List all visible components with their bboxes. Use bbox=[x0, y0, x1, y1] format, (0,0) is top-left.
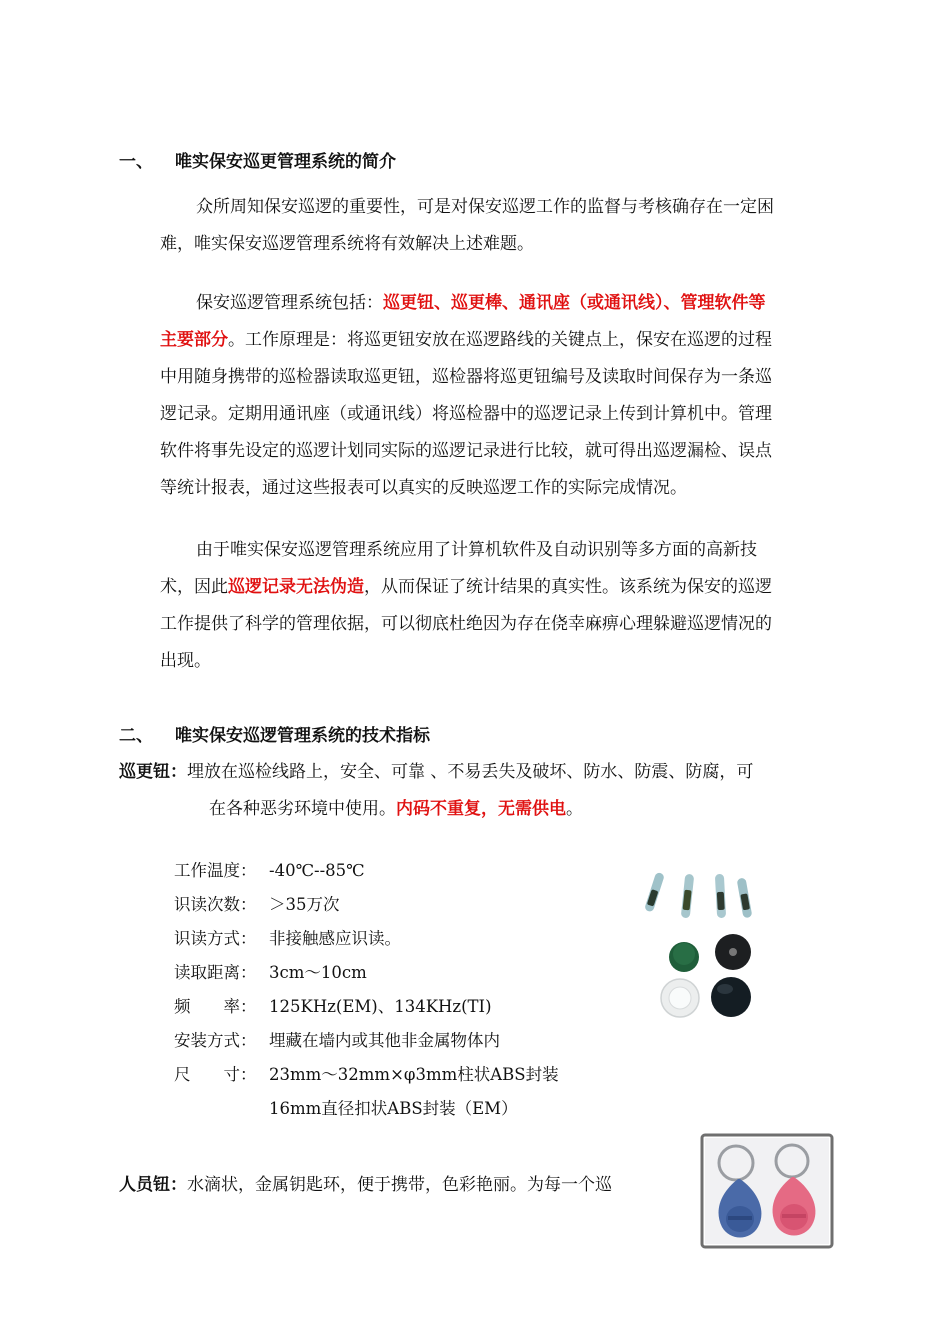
glass-tag-icon bbox=[644, 872, 665, 913]
spec-value: 3cm～10cm bbox=[269, 963, 367, 982]
section-1-number: 一、 bbox=[119, 152, 153, 172]
intro-para-1-line-2: 难，唯实保安巡逻管理系统将有效解决上述难题。 bbox=[160, 234, 534, 254]
glass-tag-icon bbox=[681, 874, 695, 919]
spec-row bbox=[174, 1058, 559, 1092]
intro-para-2-line-3: 中用随身携带的巡检器读取巡更钮，巡检器将巡更钮编号及读取时间保存为一条巡 bbox=[160, 367, 772, 387]
person-button-desc-text: 水滴状，金属钥匙环，便于携带，色彩艳丽。为每一个巡 bbox=[187, 1175, 612, 1195]
spec-key: 频 率： bbox=[174, 997, 257, 1016]
patrol-button-no-power-highlight: 内码不重复，无需供电 bbox=[396, 799, 566, 819]
p3-line-2-pre: 术，因此 bbox=[160, 577, 228, 597]
patrol-button-desc-text: 埋放在巡检线路上，安全、可靠 、不易丢失及破坏、防水、防震、防腐，可 bbox=[187, 762, 754, 782]
spec-row bbox=[174, 888, 340, 922]
patrol-button-desc-post: 。 bbox=[566, 799, 583, 819]
intro-para-2-line-2 bbox=[160, 322, 772, 359]
section-2-title: 唯实保安巡逻管理系统的技术指标 bbox=[175, 726, 430, 746]
spec-value: ＞35万次 bbox=[269, 895, 340, 914]
patrol-button-desc-line-1 bbox=[119, 754, 753, 791]
spec-value: -40℃--85℃ bbox=[269, 861, 365, 880]
spec-row bbox=[174, 1024, 500, 1058]
spec-value: 125KHz(EM)、134KHz(TI) bbox=[269, 997, 492, 1016]
spec-key: 尺 寸： bbox=[174, 1065, 257, 1084]
spec-key: 读取距离： bbox=[174, 963, 257, 982]
intro-para-3-line-3: 工作提供了科学的管理依据，可以彻底杜绝因为存在侥幸麻痹心理躲避巡逻情况的 bbox=[160, 614, 772, 634]
intro-para-3-line-2 bbox=[160, 569, 772, 606]
glass-tag-icon bbox=[737, 877, 753, 918]
spec-value: 16mm直径扣状ABS封装（EM） bbox=[269, 1099, 518, 1118]
patrol-button-label: 巡更钮： bbox=[119, 762, 187, 782]
spec-row bbox=[174, 854, 365, 888]
p2-main-parts-highlight: 主要部分 bbox=[160, 330, 228, 350]
intro-para-2-line-4: 逻记录。定期用通讯座（或通讯线）将巡检器中的巡逻记录上传到计算机中。管理 bbox=[160, 404, 772, 424]
glass-tag-icon bbox=[715, 874, 726, 918]
person-keyfob-photo bbox=[700, 1133, 834, 1249]
intro-para-1-line-1: 众所周知保安巡逻的重要性，可是对保安巡逻工作的监督与考核确存在一定困 bbox=[196, 197, 774, 217]
section-2-number: 二、 bbox=[119, 726, 153, 746]
p3-cannot-forge-highlight: 巡逻记录无法伪造 bbox=[228, 577, 364, 597]
intro-para-3-line-4: 出现。 bbox=[160, 651, 211, 671]
spec-row bbox=[174, 956, 367, 990]
p2-components-highlight: 巡更钮、巡更棒、通讯座（或通讯线）、管理软件等 bbox=[383, 293, 766, 313]
section-2-heading bbox=[119, 725, 430, 747]
spec-row bbox=[174, 1092, 518, 1126]
spec-value: 23mm～32mm×φ3mm柱状ABS封装 bbox=[269, 1065, 559, 1084]
p2-line-2-text: 。工作原理是：将巡更钮安放在巡逻路线的关键点上，保安在巡逻的过程 bbox=[228, 330, 772, 350]
spec-key: 安装方式： bbox=[174, 1031, 257, 1050]
spec-key: 识读方式： bbox=[174, 929, 257, 948]
person-button-label: 人员钮： bbox=[119, 1175, 187, 1195]
section-1-title: 唯实保安巡更管理系统的简介 bbox=[175, 152, 396, 172]
intro-para-2-line-5: 软件将事先设定的巡逻计划同实际的巡逻记录进行比较，就可得出巡逻漏检、误点 bbox=[160, 441, 772, 461]
spec-row bbox=[174, 922, 401, 956]
intro-para-2-line-6: 等统计报表，通过这些报表可以真实的反映巡逻工作的实际完成情况。 bbox=[160, 478, 687, 498]
intro-para-3-line-1: 由于唯实保安巡逻管理系统应用了计算机软件及自动识别等多方面的高新技 bbox=[196, 540, 757, 560]
p2-line-1-text: 保安巡逻管理系统包括： bbox=[196, 293, 383, 313]
spec-value: 埋藏在墙内或其他非金属物体内 bbox=[269, 1031, 500, 1050]
intro-para-2-line-1 bbox=[196, 285, 766, 322]
p3-line-2-post: ，从而保证了统计结果的真实性。该系统为保安的巡逻 bbox=[364, 577, 772, 597]
patrol-button-desc-line-2 bbox=[209, 791, 583, 828]
patrol-button-desc-pre: 在各种恶劣环境中使用。 bbox=[209, 799, 396, 819]
section-1-heading bbox=[119, 151, 396, 173]
spec-key: 识读次数： bbox=[174, 895, 257, 914]
spec-value: 非接触感应识读。 bbox=[269, 929, 401, 948]
black-button-tag-icon bbox=[711, 977, 751, 1017]
person-button-desc-line-1 bbox=[119, 1167, 612, 1204]
patrol-button-photo bbox=[636, 868, 766, 1026]
spec-key: 工作温度： bbox=[174, 861, 257, 880]
spec-row bbox=[174, 990, 492, 1024]
